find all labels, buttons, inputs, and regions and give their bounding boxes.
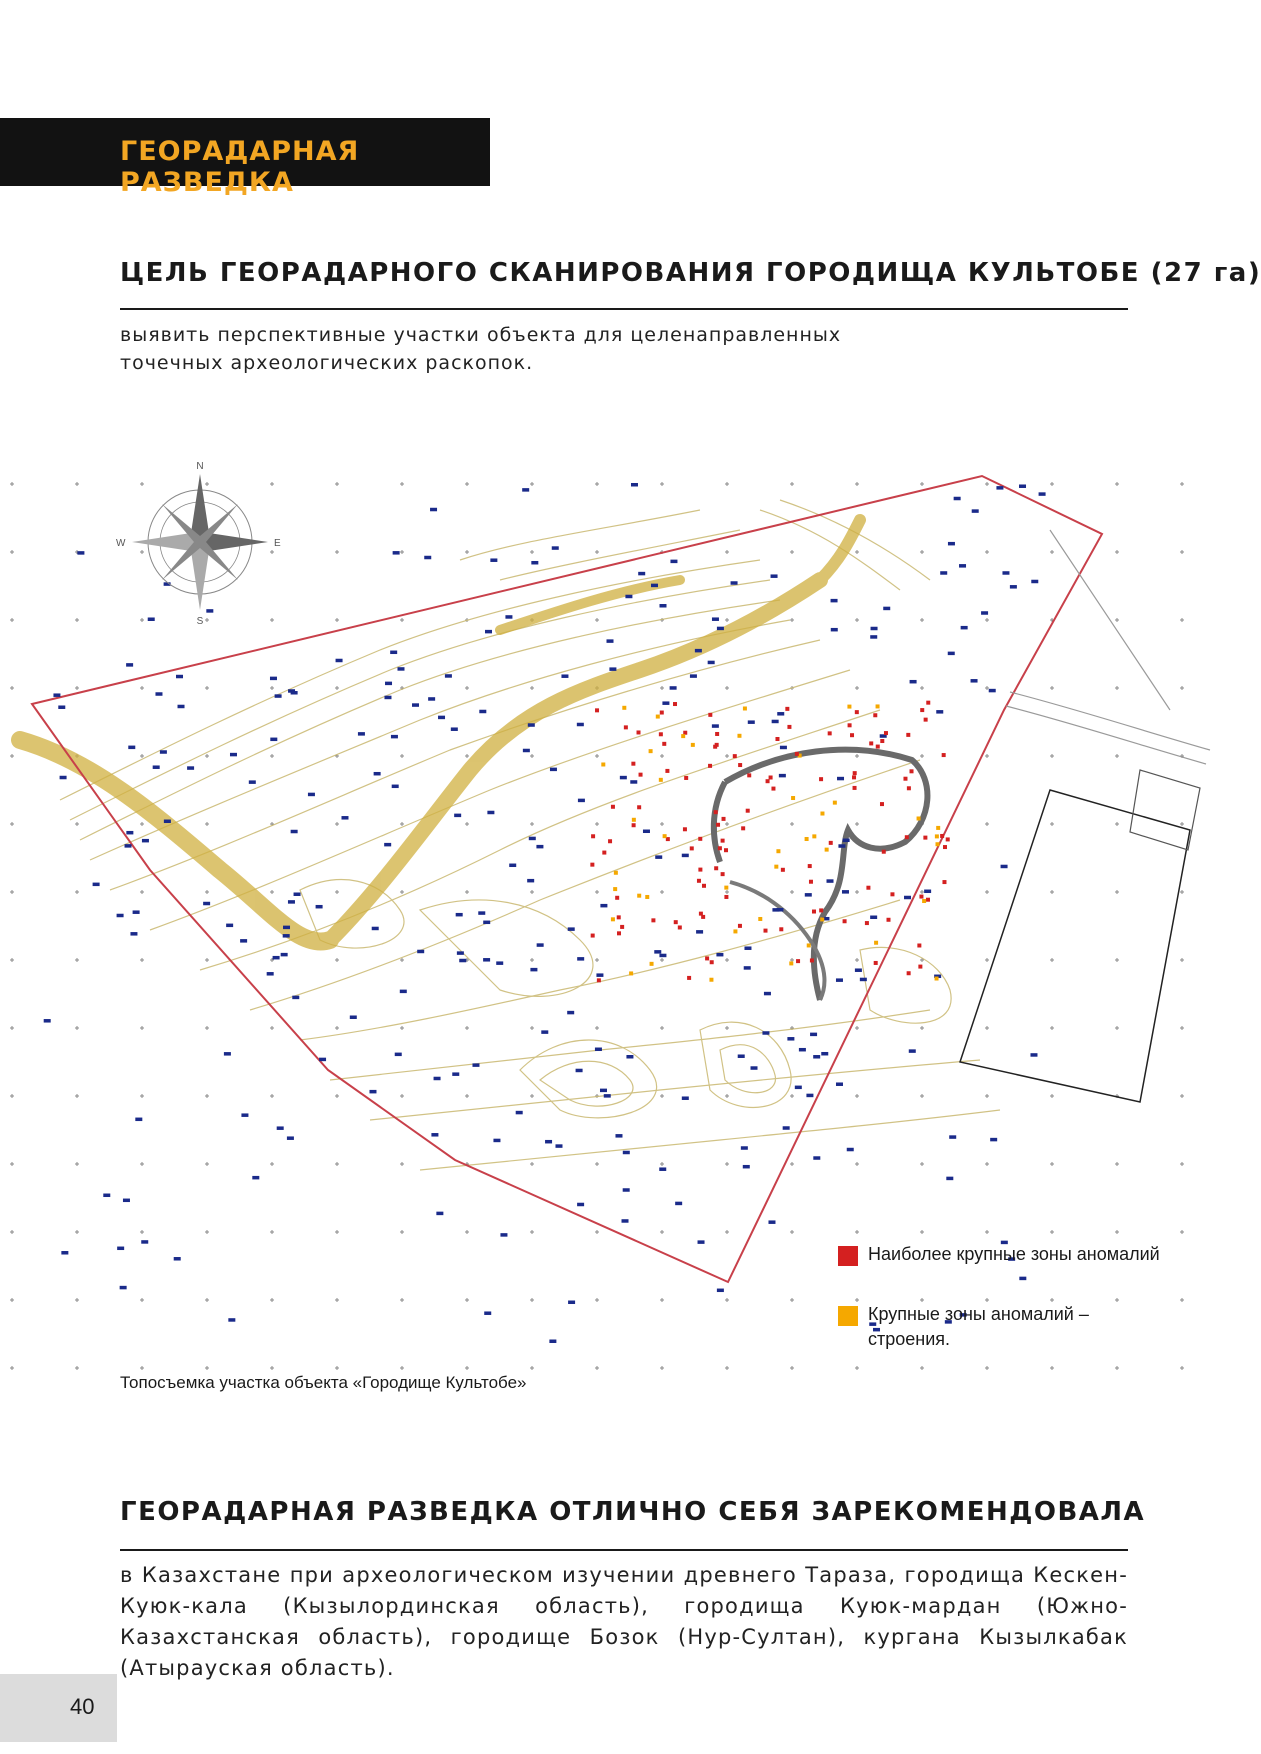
result-heading: ГЕОРАДАРНАЯ РАЗВЕДКА ОТЛИЧНО СЕБЯ ЗАРЕКОМЕНДОВАЛА — [120, 1497, 1146, 1527]
goal-heading: ЦЕЛЬ ГЕОРАДАРНОГО СКАНИРОВАНИЯ ГОРОДИЩА КУЛЬТОБЕ (27 га) — [120, 258, 1261, 288]
building-outline — [1130, 770, 1200, 850]
legend-item-major-anomalies: Наиболее крупные зоны аномалий — [838, 1244, 1160, 1266]
map-caption: Топосъемка участка объекта «Городище Культобе» — [120, 1373, 527, 1392]
legend-orange-swatch — [838, 1306, 858, 1326]
compass-east-label: E — [274, 538, 281, 549]
section-label: ГЕОРАДАРНАЯ РАЗВЕДКА — [120, 136, 360, 198]
anomaly-points — [590, 701, 949, 983]
road — [1006, 530, 1210, 764]
legend-item-structures: Крупные зоны аномалий – строения. — [838, 1304, 1089, 1350]
compass-south-label: S — [196, 616, 204, 627]
page-number: 40 — [70, 1694, 95, 1719]
legend-red-swatch — [838, 1246, 858, 1266]
section-banner — [0, 118, 490, 198]
fortress-wall — [714, 750, 928, 1000]
grid-dots — [10, 482, 1184, 1370]
land-plot — [960, 790, 1190, 1102]
goal-text: выявить перспективные участки объекта для целенаправленных точечных археологических раскопок. — [120, 324, 842, 374]
site-boundary — [32, 476, 1102, 1282]
compass-north-label: N — [196, 461, 204, 472]
result-text: в Казахстане при археологическом изучении древнего Тараза, городища Кескен-Куюк-кала (Кызылординская область), городища Куюк-мардан (Южно-Казахстанская область), городище Бозок (Нур-Султан), кургана Кызылкабак (Атырауская область). — [120, 1563, 1128, 1680]
compass-west-label: W — [116, 538, 126, 549]
topographic-survey-map — [0, 461, 1241, 1440]
goal-divider — [120, 308, 1128, 310]
compass-rose — [116, 461, 281, 627]
page-number-box — [0, 1674, 117, 1742]
result-divider — [120, 1549, 1128, 1551]
